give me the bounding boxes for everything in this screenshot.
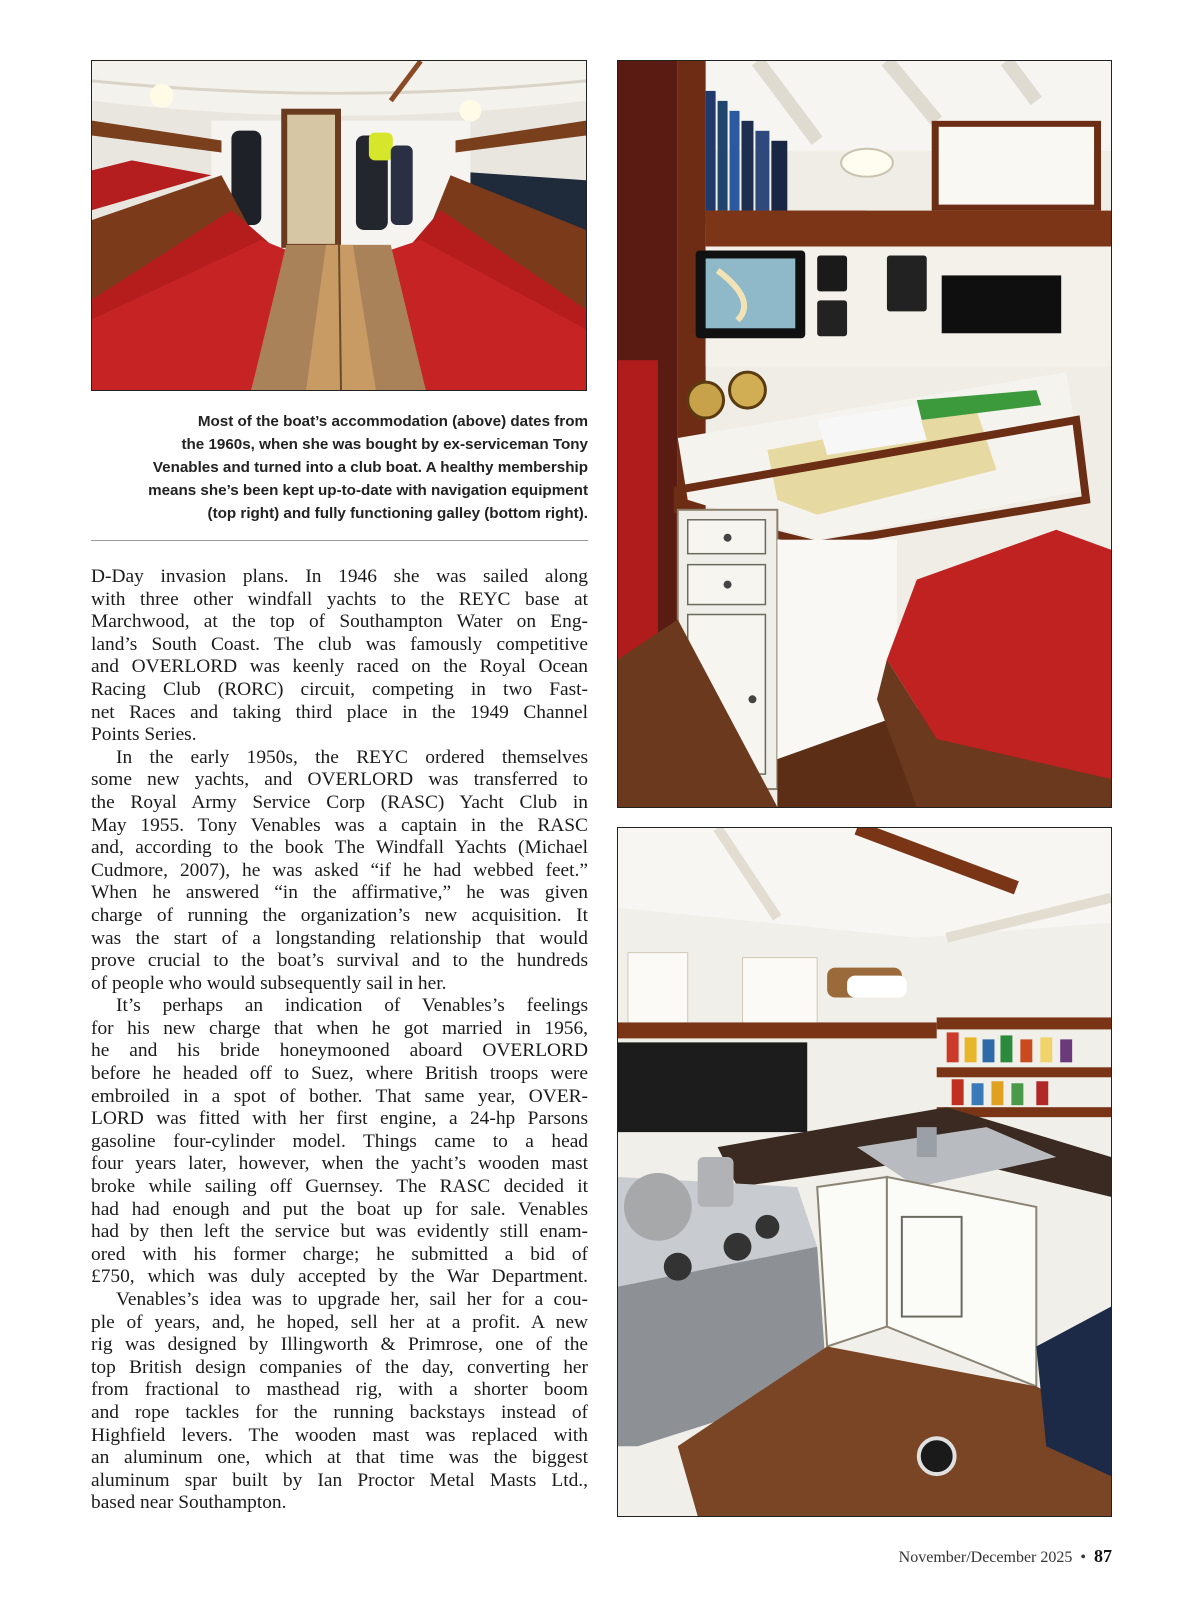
article-line: broke while sailing off Guernsey. The RASC decided it [91,1176,588,1198]
article-line: Racing Club (RORC) circuit, competing in two Fast- [91,678,588,700]
article-line: ored with his former charge; he submitted a bid of [91,1243,588,1265]
article-line: an aluminum one, which at that time was the biggest [91,1447,588,1469]
caption-line: the 1960s, when she was bought by ex-serviceman Tony [181,436,588,453]
page-number: 87 [1094,1546,1112,1566]
article-line: D-Day invasion plans. In 1946 she was sailed along [91,566,588,587]
article-line: for his new charge that when he got married in 1956, [91,1017,588,1039]
article-line: top British design companies of the day, converting her [91,1356,588,1378]
article-line: Highfield levers. The wooden mast was replaced with [91,1424,588,1446]
article-line: he and his bride honeymooned aboard OVERLORD [91,1040,588,1062]
article-line: and, according to the book The Windfall Yachts (Michael [91,837,588,859]
article-line: based near Southampton. [91,1492,287,1514]
article-line: some new yachts, and OVERLORD was transferred to [91,769,588,791]
galley-illustration [618,828,1111,1516]
saloon-illustration [92,61,586,390]
navigation-station-photo [617,60,1112,808]
article-line: charge of running the organization’s new acquisition. It [91,904,588,926]
article-line: rig was designed by Illingworth & Primrose, one of the [91,1334,588,1356]
article-line: Cudmore, 2007), he was asked “if he had webbed feet.” [91,859,588,881]
article-line: before he headed off to Suez, where British troops were [91,1063,588,1085]
article-line: was the start of a longstanding relationship that would [91,927,588,949]
article-line: from fractional to masthead rig, with a shorter boom [91,1379,588,1401]
article-line: LORD was fitted with her first engine, a 24-hp Parsons [91,1108,588,1130]
galley-photo [617,827,1112,1517]
page-footer [899,1546,1112,1567]
article-line: and OVERLORD was keenly raced on the Royal Ocean [91,656,588,678]
article-line: aluminum spar built by Ian Proctor Metal Masts Ltd., [91,1469,588,1491]
article-line: In the early 1950s, the REYC ordered themselves [116,746,588,768]
article-body [91,566,588,1515]
footer-separator: • [1080,1549,1086,1566]
article-line: embroiled in a spot of bother. That same year, OVER- [91,1085,588,1107]
article-line: It’s perhaps an indication of Venables’s feelings [116,995,588,1017]
caption-line: means she’s been kept up-to-date with navigation equipment [148,482,588,499]
caption-line: (top right) and fully functioning galley (bottom right). [207,505,588,522]
article-line: the Royal Army Service Corp (RASC) Yacht Club in [91,791,588,813]
article-line: had by then left the service but was evidently still enam- [91,1221,588,1243]
article-line: had had enough and put the boat up for sale. Venables [91,1198,588,1220]
article-line: of people who would subsequently sail in her. [91,972,447,994]
saloon-photo [91,60,587,391]
photo-caption [86,410,588,525]
article-line: When he answered “in the affirmative,” he was given [91,882,588,904]
caption-line: Most of the boat’s accommodation (above) dates from [197,413,588,430]
article-line: gasoline four-cylinder model. Things came to a head [91,1130,588,1152]
article-line: net Races and taking third place in the 1949 Channel [91,701,588,723]
article-line: land’s South Coast. The club was famously competitive [91,633,588,655]
article-line: ple of years, and, he hoped, sell her at a profit. A new [91,1311,588,1333]
article-line: and rope tackles for the running backstays instead of [91,1401,588,1423]
article-line: four years later, however, when the yacht’s wooden mast [91,1153,588,1175]
caption-divider [91,540,588,541]
article-line: prove crucial to the boat’s survival and to the hundreds [91,950,588,972]
issue-date: November/December 2025 [898,1549,1073,1566]
article-line: Points Series. [91,724,197,746]
article-line: £750, which was duly accepted by the War Department. [91,1266,588,1288]
caption-line: Venables and turned into a club boat. A healthy membership [152,459,588,476]
article-line: with three other windfall yachts to the REYC base at [91,588,588,610]
article-line: Marchwood, at the top of Southampton Water on Eng- [91,611,588,633]
article-line: May 1955. Tony Venables was a captain in the RASC [91,814,588,836]
navigation-station-illustration [618,61,1111,807]
article-line: Venables’s idea was to upgrade her, sail her for a cou- [116,1289,588,1310]
